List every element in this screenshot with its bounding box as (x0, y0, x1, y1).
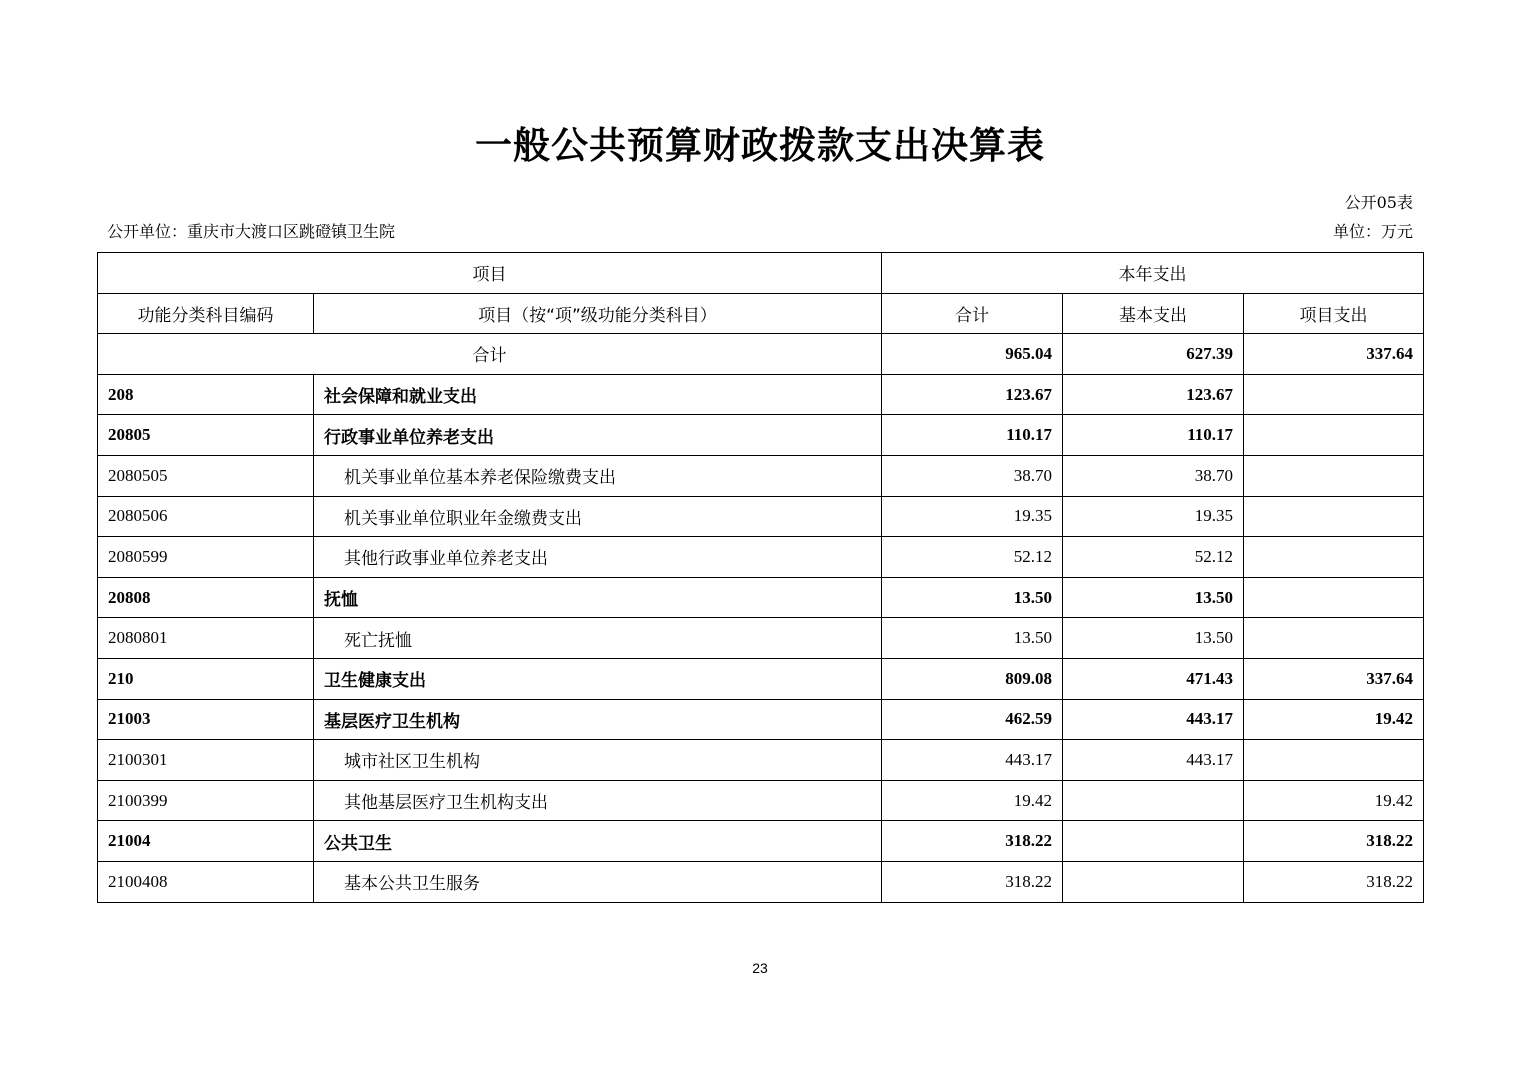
row-code: 2080599 (98, 537, 314, 578)
row-project (1244, 415, 1424, 456)
row-total: 123.67 (882, 374, 1063, 415)
row-project (1244, 618, 1424, 659)
row-basic (1063, 821, 1244, 862)
row-project (1244, 374, 1424, 415)
row-code: 21003 (98, 699, 314, 740)
total-sum: 965.04 (882, 334, 1063, 375)
row-code: 2100399 (98, 780, 314, 821)
row-code: 21004 (98, 821, 314, 862)
row-name: 卫生健康支出 (314, 658, 882, 699)
row-name: 机关事业单位基本养老保险缴费支出 (314, 455, 882, 496)
row-basic: 110.17 (1063, 415, 1244, 456)
row-name: 公共卫生 (314, 821, 882, 862)
form-number: 公开05表 (1344, 193, 1413, 212)
row-code: 208 (98, 374, 314, 415)
total-label: 合计 (98, 334, 882, 375)
row-name: 基本公共卫生服务 (314, 861, 882, 902)
row-name: 其他基层医疗卫生机构支出 (314, 780, 882, 821)
row-basic: 123.67 (1063, 374, 1244, 415)
table-row (98, 618, 1424, 659)
row-total: 52.12 (882, 537, 1063, 578)
header-item-detail: 项目（按“项”级功能分类科目） (314, 293, 882, 334)
row-total: 13.50 (882, 577, 1063, 618)
row-project (1244, 455, 1424, 496)
header-code: 功能分类科目编码 (98, 293, 314, 334)
row-basic: 471.43 (1063, 658, 1244, 699)
row-basic: 19.35 (1063, 496, 1244, 537)
row-project: 318.22 (1244, 861, 1424, 902)
row-basic: 443.17 (1063, 740, 1244, 781)
row-total: 462.59 (882, 699, 1063, 740)
expenditure-table (97, 252, 1424, 903)
row-basic: 13.50 (1063, 618, 1244, 659)
publishing-unit: 公开单位：重庆市大渡口区跳磴镇卫生院 (107, 222, 396, 241)
row-project: 19.42 (1244, 699, 1424, 740)
table-row (98, 821, 1424, 862)
row-name: 基层医疗卫生机构 (314, 699, 882, 740)
row-name: 机关事业单位职业年金缴费支出 (314, 496, 882, 537)
table-row (98, 537, 1424, 578)
header-total: 合计 (882, 293, 1063, 334)
row-project (1244, 577, 1424, 618)
row-project: 19.42 (1244, 780, 1424, 821)
header-current-year: 本年支出 (882, 253, 1424, 294)
header-project: 项目支出 (1244, 293, 1424, 334)
row-total: 318.22 (882, 861, 1063, 902)
total-basic: 627.39 (1063, 334, 1244, 375)
table-row (98, 455, 1424, 496)
row-total: 809.08 (882, 658, 1063, 699)
row-project: 318.22 (1244, 821, 1424, 862)
row-code: 210 (98, 658, 314, 699)
table-row (98, 496, 1424, 537)
table-row (98, 658, 1424, 699)
row-code: 20808 (98, 577, 314, 618)
row-name: 行政事业单位养老支出 (314, 415, 882, 456)
header-item: 项目 (98, 253, 882, 294)
row-code: 2080801 (98, 618, 314, 659)
row-project: 337.64 (1244, 658, 1424, 699)
row-name: 社会保障和就业支出 (314, 374, 882, 415)
table-row (98, 861, 1424, 902)
row-total: 110.17 (882, 415, 1063, 456)
header-row-2 (98, 293, 1424, 334)
row-code: 2100301 (98, 740, 314, 781)
row-code: 2100408 (98, 861, 314, 902)
row-basic: 52.12 (1063, 537, 1244, 578)
table-row (98, 374, 1424, 415)
row-code: 2080505 (98, 455, 314, 496)
header-basic: 基本支出 (1063, 293, 1244, 334)
row-total: 38.70 (882, 455, 1063, 496)
row-basic (1063, 780, 1244, 821)
row-basic: 443.17 (1063, 699, 1244, 740)
page-number: 23 (752, 960, 768, 976)
table-row (98, 415, 1424, 456)
row-name: 死亡抚恤 (314, 618, 882, 659)
row-total: 13.50 (882, 618, 1063, 659)
row-name: 抚恤 (314, 577, 882, 618)
table-row (98, 780, 1424, 821)
row-name: 城市社区卫生机构 (314, 740, 882, 781)
table-row (98, 699, 1424, 740)
row-total: 19.35 (882, 496, 1063, 537)
row-project (1244, 537, 1424, 578)
row-name: 其他行政事业单位养老支出 (314, 537, 882, 578)
row-basic (1063, 861, 1244, 902)
row-project (1244, 496, 1424, 537)
total-project: 337.64 (1244, 334, 1424, 375)
table-row (98, 740, 1424, 781)
row-code: 20805 (98, 415, 314, 456)
row-basic: 13.50 (1063, 577, 1244, 618)
row-project (1244, 740, 1424, 781)
money-unit: 单位：万元 (1332, 222, 1413, 241)
page-title: 一般公共预算财政拨款支出决算表 (475, 124, 1045, 167)
table-row (98, 577, 1424, 618)
row-total: 443.17 (882, 740, 1063, 781)
row-total: 19.42 (882, 780, 1063, 821)
row-basic: 38.70 (1063, 455, 1244, 496)
row-code: 2080506 (98, 496, 314, 537)
row-total: 318.22 (882, 821, 1063, 862)
total-row (98, 334, 1424, 375)
header-row-1 (98, 253, 1424, 294)
